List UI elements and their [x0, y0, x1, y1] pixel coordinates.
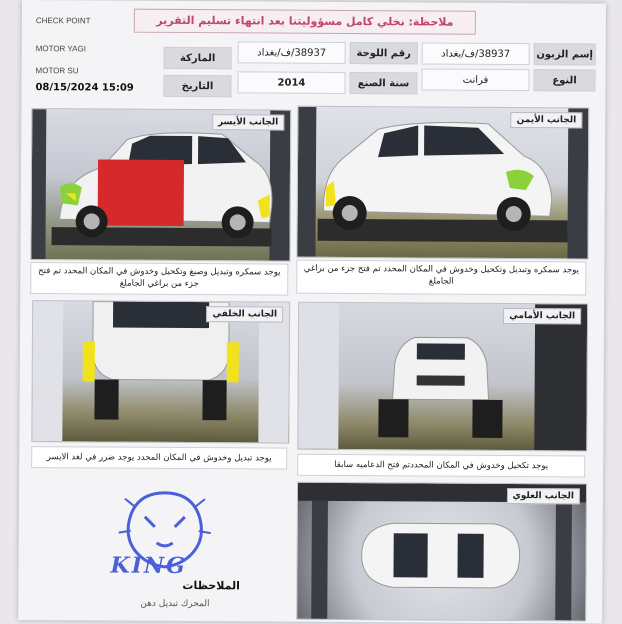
- plate-label: رقم اللوحة: [350, 42, 418, 64]
- notes-label: الملاحظات: [182, 578, 240, 593]
- report-datetime: 08/15/2024 15:09: [35, 82, 134, 94]
- notes-area: [32, 480, 289, 616]
- left-side-caption: يوجد سمكره وتبديل وصبغ وتكحيل وخدوش في المكان المحدد تم فتح جزء من براغي الجاملغ: [30, 262, 288, 296]
- rear-side-tag: الجانب الخلفي: [206, 306, 283, 322]
- type-value: فرانت: [421, 68, 529, 91]
- right-side-caption: يوجد سمكره وتبديل وتكحيل وخدوش في المكان المحدد تم فتح جزء من براغي الجاملغ: [296, 260, 586, 296]
- customer-label: إسم الزبون: [534, 43, 596, 65]
- notes-value: المحرك تبديل دهن: [140, 598, 210, 610]
- year-label: سنة الصنع: [349, 72, 417, 94]
- front-side-caption: يوجد تكحيل وخدوش في المكان المحددتم فتح الدعاميه سابقا: [297, 454, 585, 478]
- motor-su-label: MOTOR SU: [35, 66, 79, 76]
- year-value: 2014: [237, 71, 345, 94]
- top-side-tag: الجانب العلوي: [506, 488, 580, 504]
- check-point-label: CHECK POINT: [35, 16, 91, 26]
- left-side-tag: الجانب الأيسر: [212, 114, 284, 130]
- plate-value: 38937/ف/بغداد: [238, 41, 346, 64]
- top-side-photo: [296, 482, 587, 622]
- type-label: النوع: [533, 69, 595, 91]
- front-side-tag: الجانب الأمامي: [503, 308, 581, 324]
- left-side-photo: [30, 108, 291, 262]
- rear-side-photo: [31, 300, 290, 444]
- logo-text: KING: [110, 552, 187, 580]
- front-side-photo: [297, 302, 588, 452]
- motor-yagi-label: MOTOR YAGI: [35, 44, 86, 54]
- right-side-tag: الجانب الأيمن: [511, 112, 583, 128]
- customer-value: 38937/ف/بغداد: [422, 42, 530, 65]
- right-side-photo: [296, 106, 589, 260]
- inspection-report-page: [18, 0, 606, 624]
- brand-label: الماركة: [164, 47, 232, 69]
- date-label: التاريخ: [163, 75, 231, 97]
- rear-side-caption: يوجد تبديل وخدوش في المكان المحدد يوجد ضرر في لغد الايسر: [31, 446, 287, 470]
- liability-notice: ملاحظة: نخلي كامل مسؤوليتنا بعد انتهاء تسليم التقرير: [134, 9, 476, 35]
